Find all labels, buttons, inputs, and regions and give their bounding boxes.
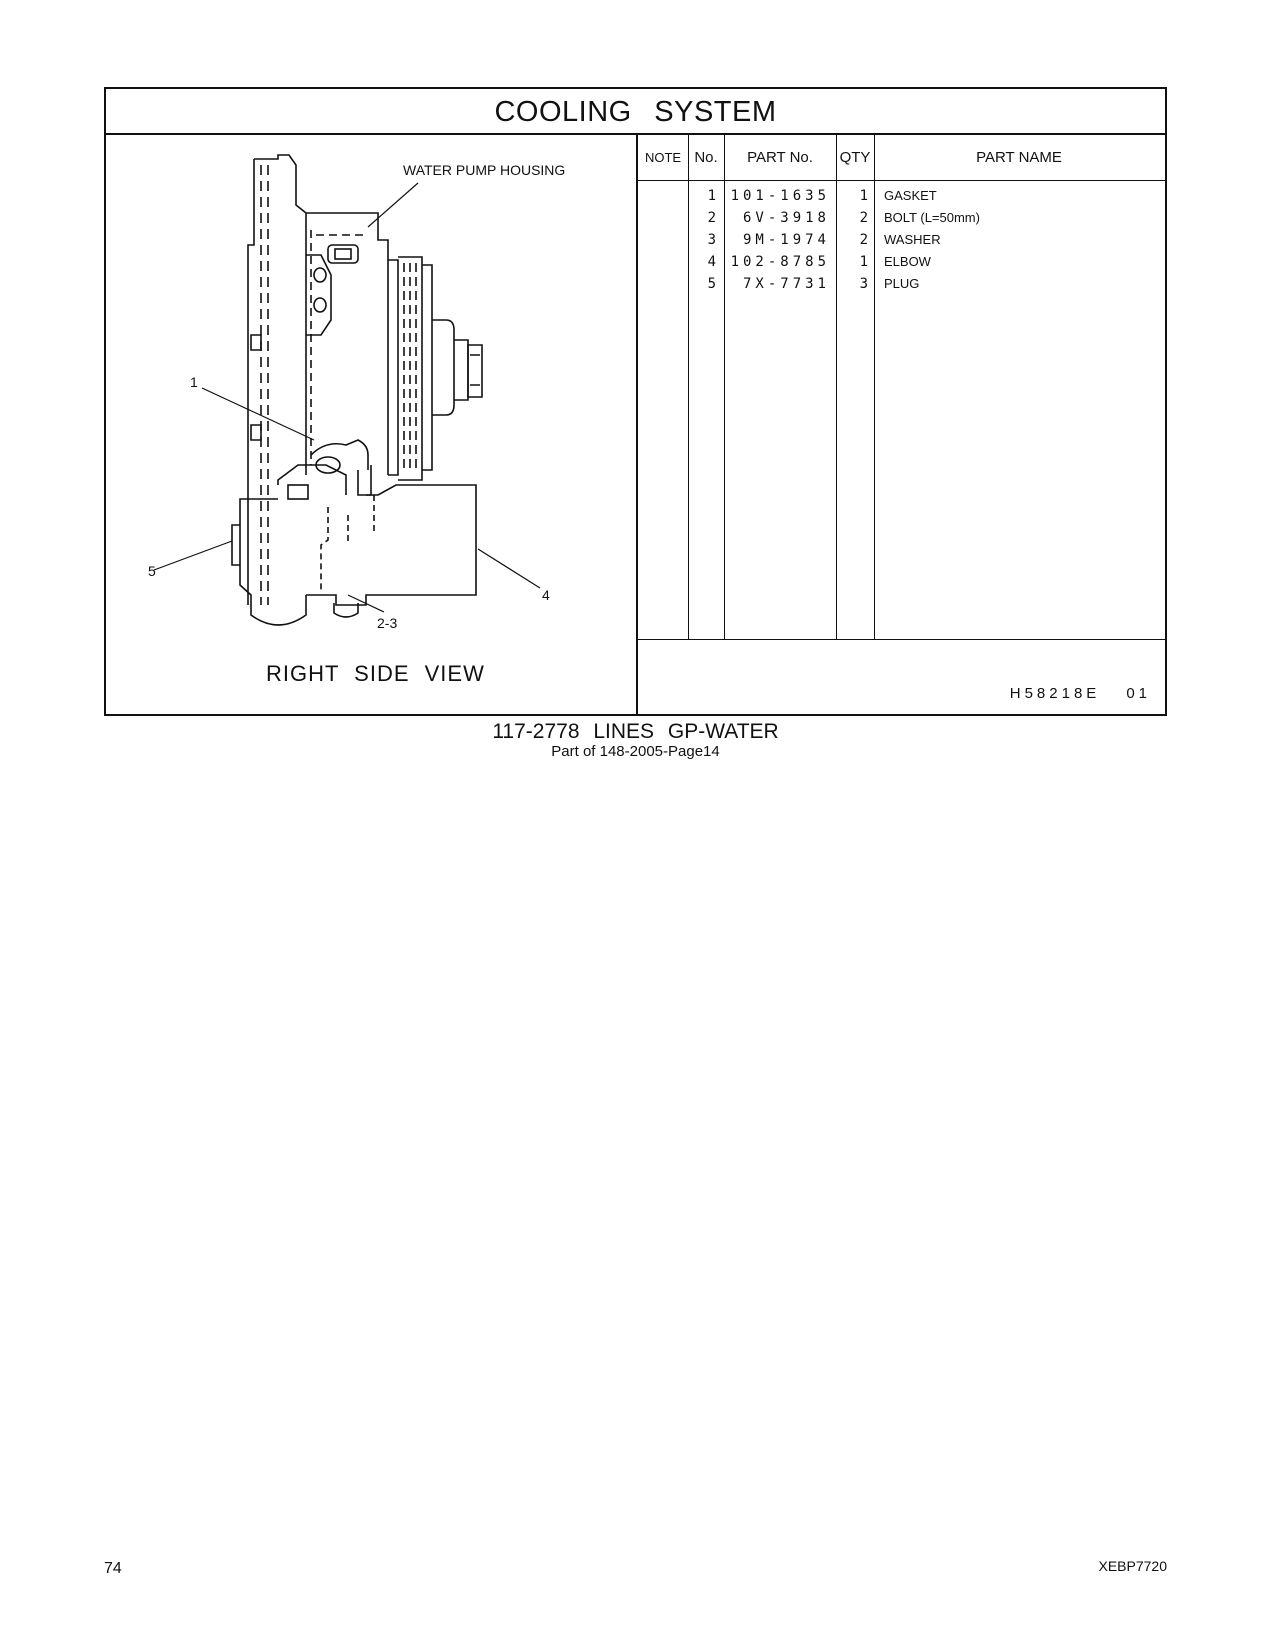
row-3-part-no: 9M-1974	[742, 232, 830, 248]
header-part-name: PART NAME	[976, 149, 1062, 166]
callout-1: 1	[190, 374, 198, 390]
row-5-qty: 3	[859, 276, 868, 292]
callout-4: 4	[542, 587, 550, 603]
header-no: No.	[694, 149, 718, 166]
callout-water-pump-housing: WATER PUMP HOUSING	[403, 162, 566, 178]
illustration-code: H58218E 01	[1009, 685, 1151, 702]
callout-5: 5	[148, 563, 156, 579]
row-5-no: 5	[707, 276, 716, 292]
document-code: XEBP7720	[1098, 1558, 1167, 1574]
header-note: NOTE	[644, 150, 682, 165]
row-1-part-name: GASKET	[884, 188, 937, 203]
drawing-pane	[106, 135, 638, 714]
row-2-qty: 2	[859, 210, 868, 226]
row-2-part-name: BOLT (L=50mm)	[884, 210, 980, 225]
parts-illustration-frame	[104, 87, 1167, 716]
row-4-part-name: ELBOW	[884, 254, 931, 269]
row-4-no: 4	[707, 254, 716, 270]
view-label: RIGHT SIDE VIEW	[266, 661, 485, 686]
header-qty: QTY	[839, 149, 871, 166]
row-4-qty: 1	[859, 254, 868, 270]
parts-table	[638, 135, 1165, 714]
row-4-part-no: 102-8785	[730, 254, 830, 270]
callout-2-3: 2-3	[377, 615, 398, 631]
group-subtitle: Part of 148-2005-Page14	[551, 743, 720, 760]
row-5-part-name: PLUG	[884, 276, 920, 291]
row-1-part-no: 101-1635	[730, 188, 830, 204]
row-1-no: 1	[707, 188, 716, 204]
header-part-no: PART No.	[747, 149, 813, 166]
page-number: 74	[104, 1560, 122, 1577]
water-pump-drawing	[106, 135, 636, 716]
row-5-part-no: 7X-7731	[742, 276, 830, 292]
row-2-part-no: 6V-3918	[742, 210, 830, 226]
group-title: 117-2778 LINES GP-WATER	[492, 720, 779, 743]
row-1-qty: 1	[859, 188, 868, 204]
row-3-qty: 2	[859, 232, 868, 248]
row-3-part-name: WASHER	[884, 232, 941, 247]
row-3-no: 3	[707, 232, 716, 248]
section-title: COOLING SYSTEM	[106, 89, 1165, 135]
row-2-no: 2	[707, 210, 716, 226]
